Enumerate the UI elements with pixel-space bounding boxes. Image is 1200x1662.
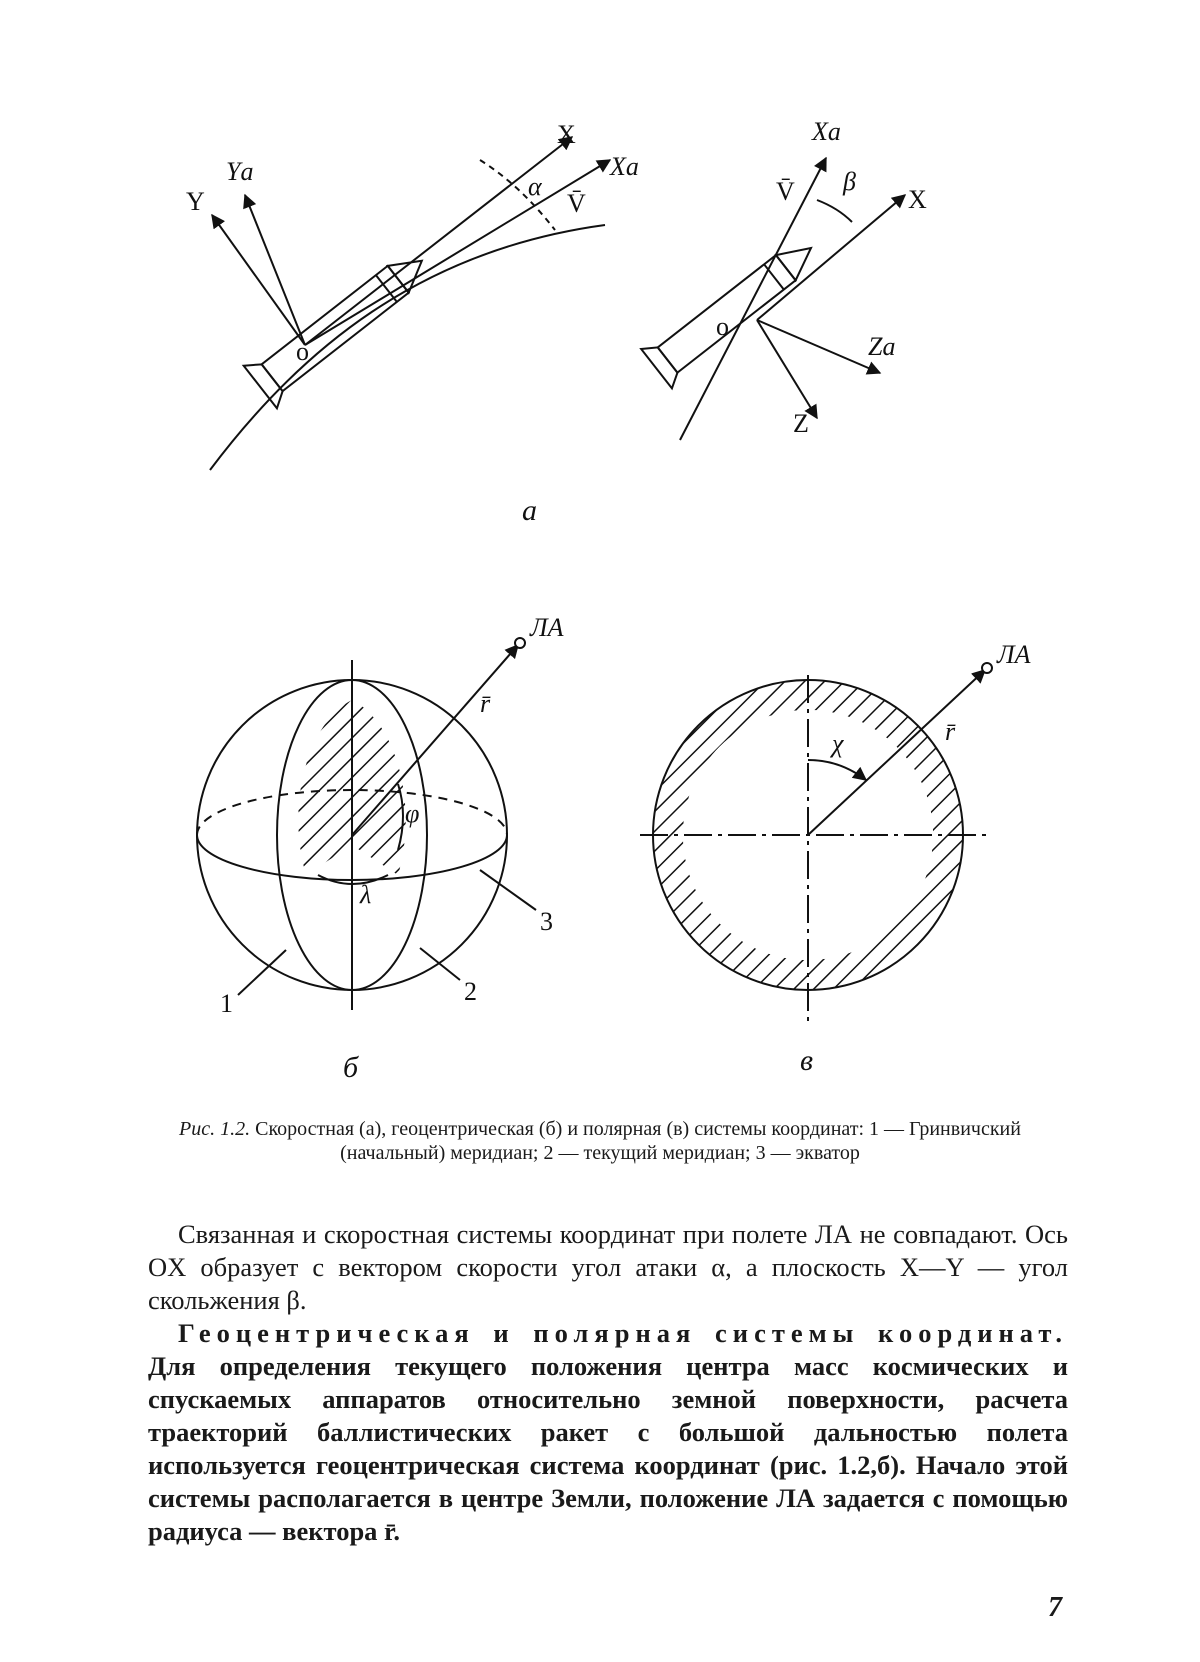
label-craft-b: ЛА — [529, 613, 564, 642]
trajectory-curve — [210, 225, 605, 470]
label-alpha-left: α — [528, 172, 543, 201]
label-xa-right: Xа — [811, 117, 841, 146]
label-r-v: r̄ — [945, 717, 956, 746]
axis-x-left — [305, 137, 572, 345]
label-chi: χ — [829, 729, 844, 758]
craft-dot-v — [982, 663, 992, 673]
label-callout-1: 1 — [220, 989, 233, 1018]
paragraph-2 — [148, 1317, 1068, 1548]
label-v-right: V̄ — [776, 177, 795, 206]
label-v-left: V̄ — [567, 189, 586, 218]
axis-z-right — [757, 320, 817, 418]
caption-text: Скоростная (а), геоцентрическая (б) и полярная (в) системы координат: 1 — Гринвичский (начальный) меридиан; 2 — текущий меридиан; 3 — экватор — [255, 1118, 1021, 1164]
label-za-right: Zа — [868, 332, 895, 361]
axis-y-left — [212, 215, 305, 345]
label-x-right: X — [908, 185, 927, 214]
label-callout-3: 3 — [540, 907, 553, 936]
label-x-left: X — [557, 120, 576, 149]
label-origin-left: о — [296, 337, 309, 366]
figure-caption — [150, 1117, 1050, 1165]
axis-ya-left — [245, 195, 305, 345]
axis-x-right — [757, 195, 905, 320]
panel-a-left — [210, 137, 610, 470]
rocket-right — [641, 228, 826, 388]
axis-xa-left — [305, 160, 610, 345]
paragraph-2-heading: Геоцентрическая и полярная системы координат. — [178, 1318, 1068, 1348]
label-beta-right: β — [842, 167, 856, 196]
label-lambda: λ — [359, 880, 371, 909]
alpha-arc — [480, 160, 555, 230]
paragraph-1: Связанная и скоростная системы координат при полете ЛА не совпадают. Ось OX образует с вектором скорости угол атаки α, а плоскость X—Y — угол скольжения β. — [148, 1218, 1068, 1317]
label-callout-2: 2 — [464, 977, 477, 1006]
label-ya-left: Yа — [226, 157, 253, 186]
craft-dot — [515, 638, 525, 648]
label-craft-v: ЛА — [996, 640, 1031, 669]
label-xa-left: Xа — [609, 152, 639, 181]
axis-za-right — [757, 320, 880, 373]
body-text — [148, 1218, 1068, 1548]
panel-a-right — [641, 158, 905, 440]
panel-a-left-labels — [186, 120, 639, 366]
label-origin-right: о — [716, 312, 729, 341]
callout-3 — [480, 870, 536, 910]
label-r-b: r̄ — [480, 689, 491, 718]
panel-label-b: б — [343, 1051, 359, 1084]
panel-label-a: а — [522, 494, 537, 527]
label-phi: φ — [405, 799, 419, 828]
page-number: 7 — [1048, 1592, 1062, 1624]
paragraph-2-text: Для определения текущего положения центра масс космических и спускаемых аппаратов относительно земной поверхности, расчета траекторий баллистических ракет с большой дальностью полета используется геоцентрическая система координат (рис. 1.2,б). Начало этой системы располагается в центре Земли, положение ЛА задается с помощью радиуса — вектора r̄. — [148, 1351, 1068, 1546]
beta-arc — [817, 200, 852, 222]
label-z-right: Z — [793, 409, 809, 438]
label-y-left: Y — [186, 187, 205, 216]
figure-1-2 — [0, 0, 1200, 1110]
panel-label-v: в — [800, 1044, 813, 1077]
panel-v — [640, 663, 992, 1025]
caption-lead: Рис. 1.2. — [179, 1118, 250, 1140]
